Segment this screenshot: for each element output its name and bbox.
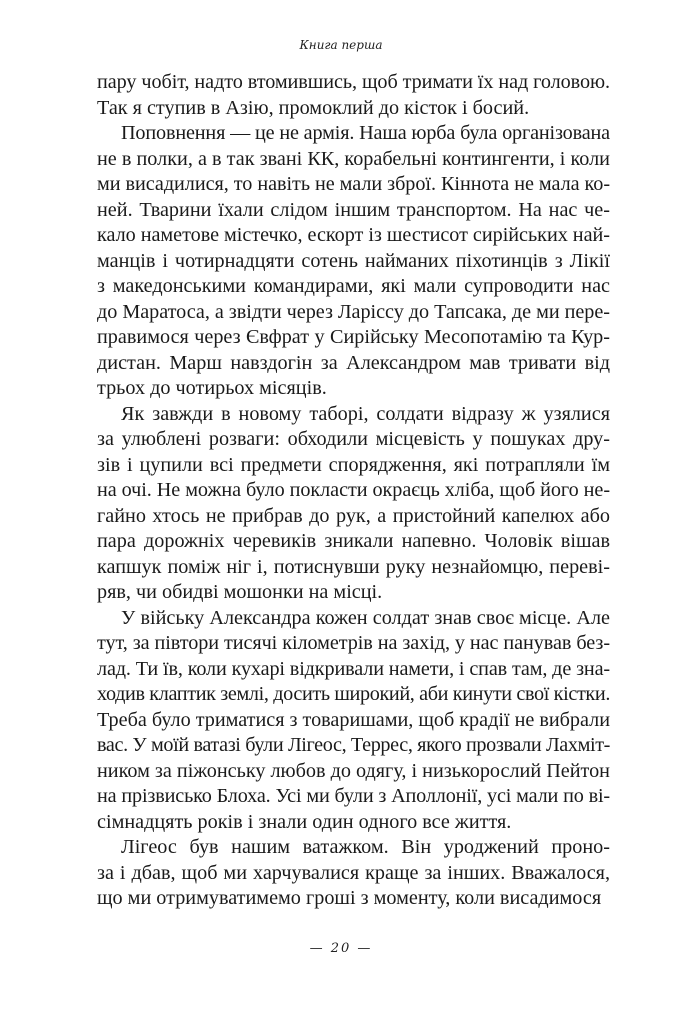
text-line: У війську Александра кожен солдат знав своє місце. Але <box>121 606 610 629</box>
text-line: Так я ступив в Азію, промоклий до кісток і босий. <box>97 96 530 119</box>
text-line: ником за піжонську любов до одягу, і низькорослий Пейтон <box>97 759 610 782</box>
text-line: не в полки, а в так звані КК, корабельні контингенти, і коли <box>97 147 610 170</box>
text-line: манців і чотирнадцяти сотень найманих піхотинців з Лікії <box>97 249 610 272</box>
text-line: тут, за півтори тисячі кілометрів на захід, у нас панував без- <box>97 632 610 654</box>
text-line: сімнадцять років і знали один одного все життя. <box>97 810 512 833</box>
text-line: на очі. Не можна було покласти окраєць хліба, щоб його не- <box>97 479 610 501</box>
paragraph <box>97 835 610 912</box>
text-line: ходив клаптик землі, досить широкий, аби кинути свої кістки. <box>97 683 610 705</box>
text-line: ми висадилися, то навіть не мали зброї. Кіннота не мала ко- <box>97 173 610 195</box>
text-line: Поповнення — це не армія. Наша юрба була організована <box>121 122 610 144</box>
text-line: Лігеос був нашим ватажком. Він уроджений проно- <box>121 836 610 858</box>
text-line: пара дорожніх черевиків зникали напевно. Чоловік вішав <box>97 530 610 552</box>
page-number: — 20 — <box>309 941 373 956</box>
paragraph <box>97 606 610 836</box>
text-line: з македонськими командирами, які мали супроводити нас <box>97 275 610 297</box>
text-line: зів і цупили всі предмети спорядження, які потрапляли їм <box>97 453 610 476</box>
text-line: пару чобіт, надто втомившись, щоб тримати їх над головою. <box>97 71 610 93</box>
text-line: на прізвисько Блоха. Усі ми були з Аполлонії, усі мали по ві- <box>97 785 610 807</box>
paragraph <box>97 121 610 402</box>
text-line: дистан. Марш навздогін за Александром мав тривати від <box>97 351 610 374</box>
text-line: трьох до чотирьох місяців. <box>97 377 327 399</box>
paragraph <box>97 402 610 606</box>
text-line: капшук поміж ніг і, потиснувши руку незнайомцю, переві- <box>97 555 610 578</box>
body-text <box>97 70 610 912</box>
text-line: лад. Ти їв, коли кухарі відкривали намети, і спав там, де зна- <box>97 657 610 680</box>
text-line: ней. Тварини їхали слідом іншим транспортом. На нас че- <box>97 198 610 221</box>
text-line: що ми отримуватимемо гроші з моменту, коли висадимося <box>97 887 602 909</box>
text-line: вас. У моїй ватазі були Лігеос, Террес, якого прозвали Лахміт- <box>97 734 610 756</box>
text-line: правимося через Євфрат у Сирійську Месопотамію та Кур- <box>97 326 610 348</box>
text-line: Треба було триматися з товаришами, щоб крадії не вибрали <box>97 708 610 731</box>
text-line: за улюблені розваги: обходили місцевість у пошуках дру- <box>97 428 610 450</box>
text-line: Як завжди в новому таборі, солдати відразу ж узялися <box>121 402 610 425</box>
text-line: гайно хтось не прибрав до рук, а пристойний капелюх або <box>97 504 610 527</box>
text-line: до Маратоса, а звідти через Ларіссу до Тапсака, де ми пере- <box>97 300 610 323</box>
text-line: за і дбав, щоб ми харчувалися краще за інших. Вважалося, <box>97 861 610 884</box>
text-line: кало наметове містечко, ескорт із шестисот сирійських най- <box>97 224 610 246</box>
running-header: Книга перша <box>299 38 383 52</box>
text-line: ряв, чи обидві мошонки на місці. <box>97 581 383 603</box>
paragraph <box>97 70 610 121</box>
